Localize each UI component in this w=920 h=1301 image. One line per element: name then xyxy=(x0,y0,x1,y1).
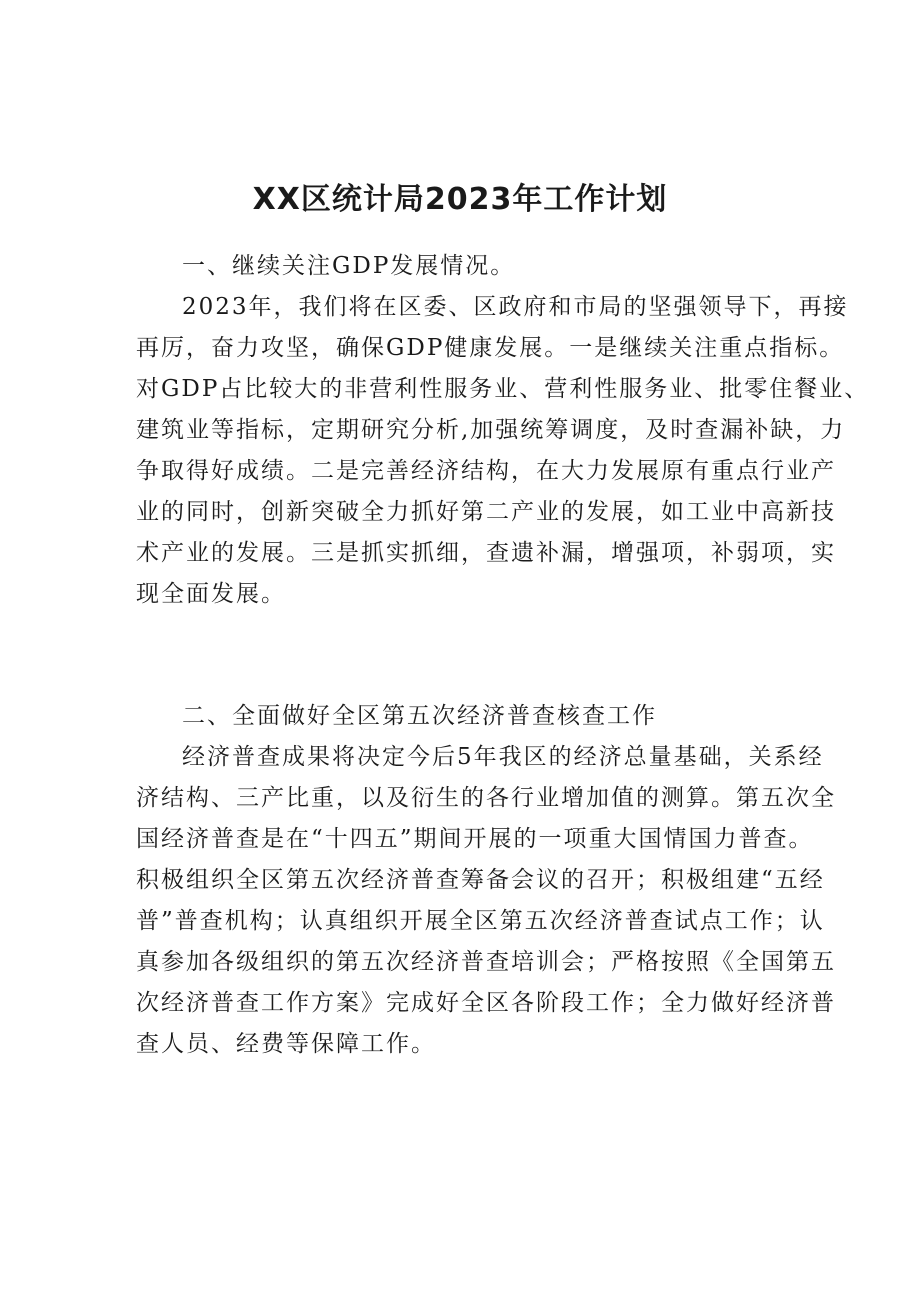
paragraph-line: 真参加各级组织的第五次经济普查培训会；严格按照《全国第五 xyxy=(136,949,836,975)
paragraph-line: 建筑业等指标，定期研究分析,加强统筹调度，及时查漏补缺，力 xyxy=(136,417,846,443)
paragraph-line: 普”普查机构；认真组织开展全区第五次经济普查试点工作；认 xyxy=(136,908,825,934)
paragraph-line: 业的同时，创新突破全力抓好第二产业的发展，如工业中高新技 xyxy=(136,499,836,525)
paragraph-line: 次经济普查工作方案》完成好全区各阶段工作；全力做好经济普 xyxy=(136,990,836,1016)
paragraph-line: 争取得好成绩。二是完善经济结构，在大力发展原有重点行业产 xyxy=(136,458,836,484)
section-heading: 一、继续关注GDP发展情况。 xyxy=(182,253,516,279)
paragraph-line: 对GDP占比较大的非营利性服务业、营利性服务业、批零住餐业、 xyxy=(136,376,870,402)
paragraph-line: 2023年，我们将在区委、区政府和市局的坚强领导下，再接 xyxy=(182,294,849,320)
document-title: XX区统计局2023年工作计划 xyxy=(252,182,668,217)
paragraph-line: 济结构、三产比重，以及衍生的各行业增加值的测算。第五次全 xyxy=(136,785,836,811)
section-economic-census xyxy=(136,700,836,1061)
section-gdp xyxy=(136,250,870,611)
paragraph-line: 术产业的发展。三是抓实抓细，查遗补漏，增强项，补弱项，实 xyxy=(136,540,836,566)
paragraph-line: 经济普查成果将决定今后5年我区的经济总量基础，关系经 xyxy=(182,744,824,770)
paragraph-line: 再厉，奋力攻坚，确保GDP健康发展。一是继续关注重点指标。 xyxy=(136,335,845,361)
paragraph-line: 现全面发展。 xyxy=(136,581,286,607)
paragraph-line: 积极组织全区第五次经济普查筹备会议的召开；积极组建“五经 xyxy=(136,867,825,893)
section-heading: 二、全面做好全区第五次经济普查核查工作 xyxy=(182,703,657,729)
paragraph-line: 查人员、经费等保障工作。 xyxy=(136,1031,436,1057)
paragraph-line: 国经济普查是在“十四五”期间开展的一项重大国情国力普查。 xyxy=(136,826,814,852)
